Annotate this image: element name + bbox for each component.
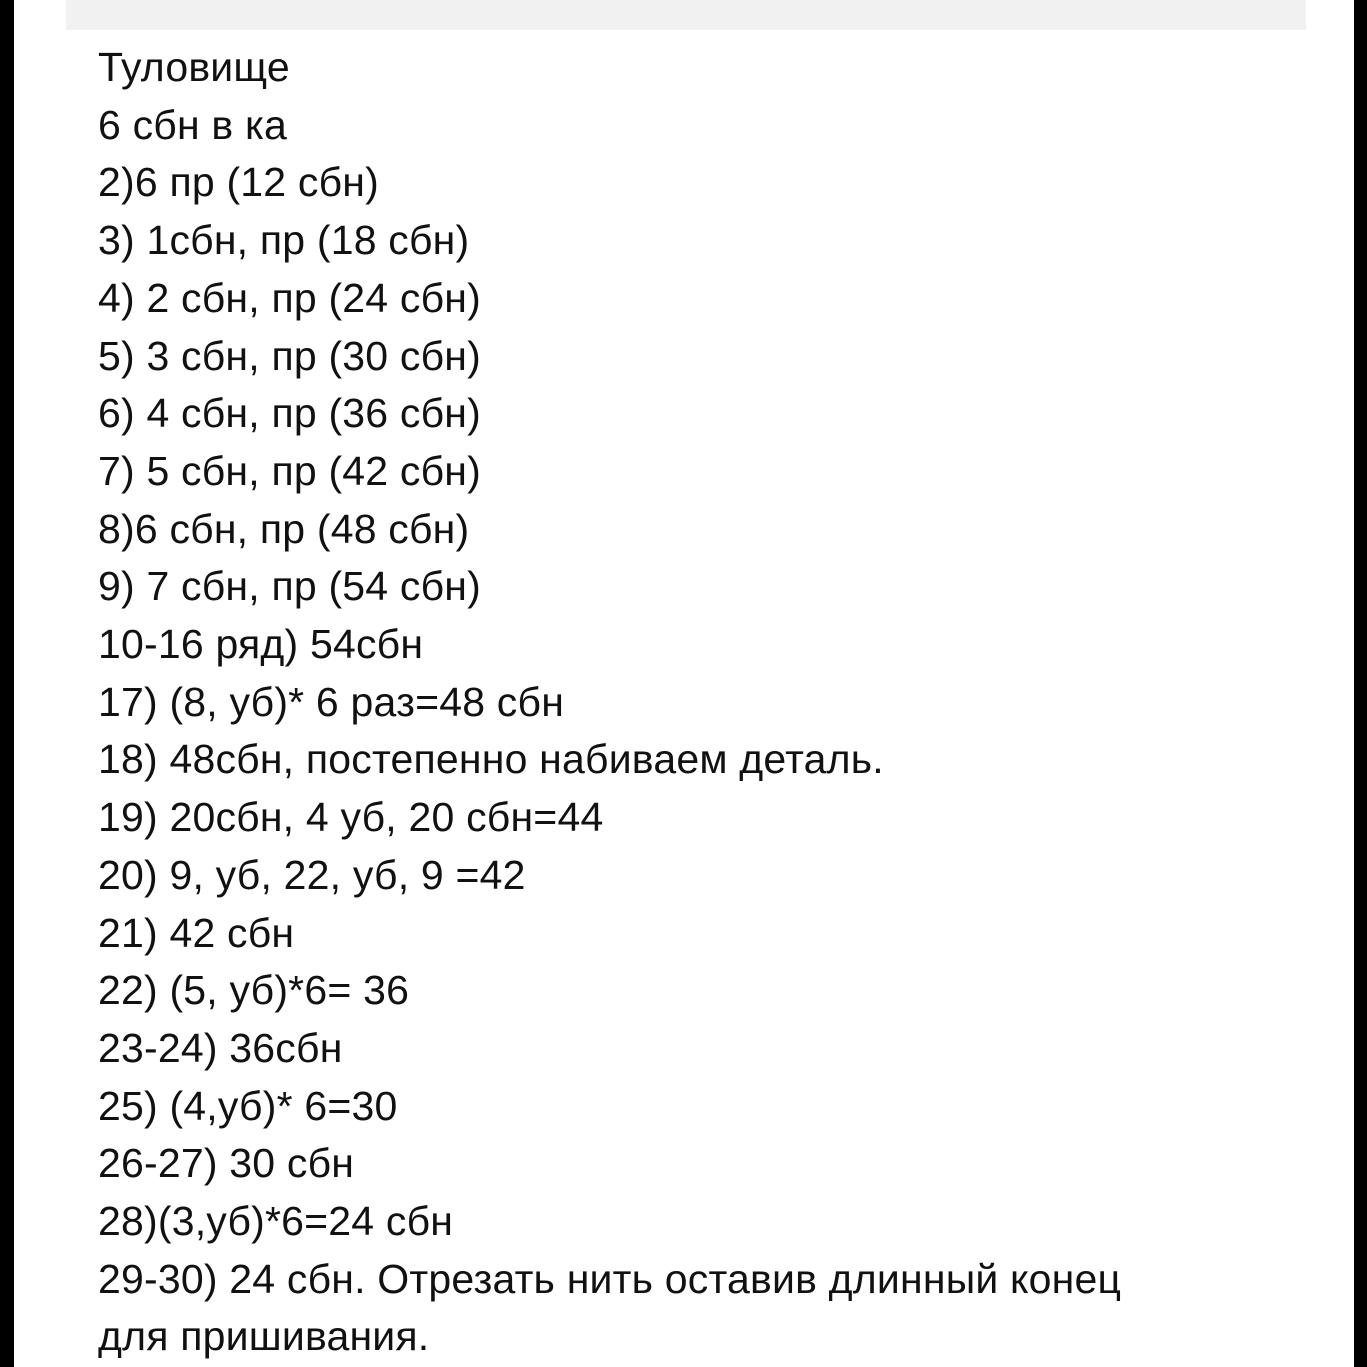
top-strip [66, 0, 1306, 30]
pattern-row: 18) 48сбн, постепенно набиваем деталь. [98, 736, 884, 783]
pattern-row: 10-16 ряд) 54сбн [98, 621, 424, 668]
pattern-row: 7) 5 сбн, пр (42 сбн) [98, 447, 481, 494]
pattern-row: 22) (5, уб)*6= 36 [98, 967, 410, 1014]
note-body[interactable] [98, 39, 1334, 1366]
note-title: Туловище [98, 44, 290, 90]
pattern-row: 28)(3,уб)*6=24 сбн [98, 1198, 454, 1245]
pattern-row-last-continuation: для пришивания. [98, 1313, 430, 1360]
pattern-row-last: 29-30) 24 сбн. Отрезать нить оставив длинный конец [98, 1255, 1122, 1302]
pattern-row: 2)6 пр (12 сбн) [98, 159, 379, 206]
pattern-row: 21) 42 сбн [98, 909, 295, 956]
pattern-row: 17) (8, уб)* 6 раз=48 сбн [98, 678, 565, 725]
pattern-row: 26-27) 30 сбн [98, 1140, 355, 1187]
pattern-row: 20) 9, уб, 22, уб, 9 =42 [98, 851, 526, 898]
pattern-row: 5) 3 сбн, пр (30 сбн) [98, 332, 481, 379]
pattern-row: 8)6 сбн, пр (48 сбн) [98, 505, 470, 552]
note-card [14, 0, 1354, 1367]
pattern-row: 3) 1сбн, пр (18 сбн) [98, 217, 470, 264]
pattern-row: 9) 7 сбн, пр (54 сбн) [98, 563, 481, 610]
pattern-row: 4) 2 сбн, пр (24 сбн) [98, 274, 481, 321]
pattern-row: 25) (4,уб)* 6=30 [98, 1082, 398, 1129]
pattern-row: 6) 4 сбн, пр (36 сбн) [98, 390, 481, 437]
pattern-row: 19) 20сбн, 4 уб, 20 сбн=44 [98, 794, 604, 841]
pattern-row: 23-24) 36сбн [98, 1024, 343, 1071]
pattern-row: 6 сбн в ка [98, 101, 288, 148]
